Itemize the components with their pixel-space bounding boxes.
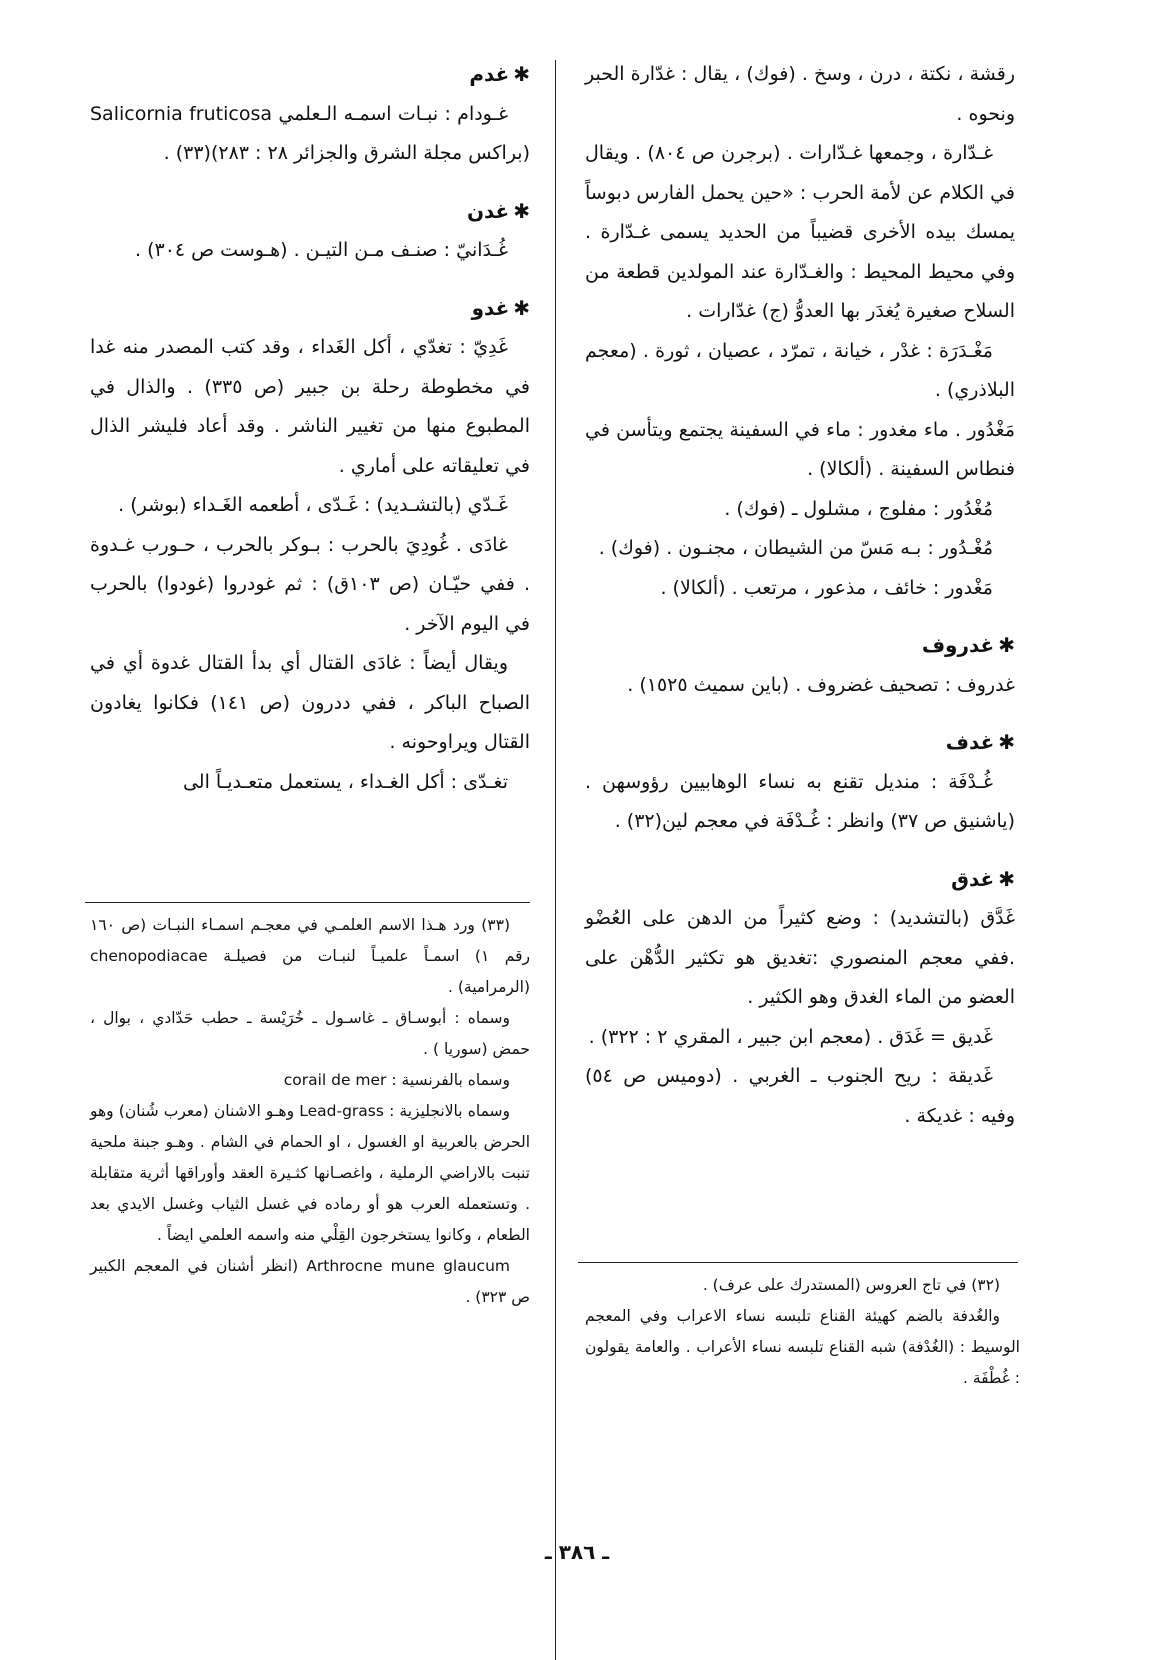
section-heading: ✱غدروف xyxy=(921,633,1015,657)
footnote-paragraph: Arthrocne mune glaucum (انظر أشنان في المعجم الكبير ص ٣٢٣) . xyxy=(90,1257,530,1306)
asterisk-icon: ✱ xyxy=(998,730,1015,754)
section-paragraph: غـودام : نبـات اسمـه الـعلمي Salicornia fruticosa (براكس مجلة الشرق والجزائر ٢٨ : ٢٨٣)(٣٣) . xyxy=(90,102,530,164)
footnote-33 xyxy=(90,910,530,1313)
section-paragraph: غَدَّق (بالتشديد) : وضع كثيراً من الدهن على العُضْو .ففي معجم المنصوري :تغديق هو تكثير الدُّهْن على العضو من الماء الغدق وهو الكثير . xyxy=(585,907,1015,1008)
left-column xyxy=(90,55,530,802)
section-paragraph: غَـدّي (بالتشـديد) : غَـدّى ، أطعمه الغَـداء (بوشر) . xyxy=(118,494,508,516)
asterisk-icon: ✱ xyxy=(513,198,530,223)
entry-paragraph: مَغْـدَرَة : غدْر ، خيانة ، تمرّد ، عصيان ، ثورة . (معجم البلاذري) . xyxy=(585,339,1015,401)
section-heading: ✱غدف xyxy=(945,730,1015,754)
section-paragraph: غَدِيّ : تغدّي ، أكل الغَداء ، وقد كتب المصدر منه غدا في مخطوطة رحلة بن جبير (ص ٣٣٥) . والذال في المطبوع منها من تغيير الناشر . وقد أعاد فليشر الذال في تعليقاته على أماري . xyxy=(90,336,530,477)
footnote-paragraph: وسماه : أبوسـاق ـ غاسـول ـ خُرَيْسة ـ حطب حَدّادي ، بوال ، حمض (سوريا ) . xyxy=(90,1009,530,1058)
section-heading: ✱غدم xyxy=(469,62,530,86)
section-paragraph: غَديقة : ريح الجنوب ـ الغربي . (دوميس ص ٥٤) وفيه : غديكة . xyxy=(585,1065,1015,1127)
column-divider xyxy=(555,60,556,1660)
asterisk-icon: ✱ xyxy=(513,62,530,86)
footnote-paragraph: وسماه بالفرنسية : corail de mer xyxy=(283,1071,510,1089)
section-heading: ✱غدو xyxy=(471,295,530,320)
section-paragraph: غُـدَانيّ : صنـف مـن التيـن . (هـوست ص ٣٠٤) . xyxy=(135,239,508,261)
entry-paragraph: مَغْدُور . ماء مغدور : ماء في السفينة يجتمع ويتأسن في فنطاس السفينة . (ألكالا) . xyxy=(585,418,1015,480)
footnote-32 xyxy=(585,1270,1020,1394)
section-paragraph: غادَى . غُودِيَ بالحرب : بـوكر بالحرب ، حـورب غـدوة . ففي حيّـان (ص ١٠٣ق) : ثم غودروا (غودوا) بالحرب في اليوم الآخر . xyxy=(90,533,530,635)
footnote-paragraph: (٣٢) في تاج العروس (المستدرك على عرف) . xyxy=(702,1276,1000,1294)
section-heading: ✱غدق xyxy=(951,866,1015,891)
entry-paragraph: مُغْـدُور : بـه مَسّ من الشيطان ، مجنـون . (فوك) . xyxy=(598,537,993,559)
section-paragraph: غَديق = غَدَق . (معجم ابن جبير ، المقري ٢ : ٣٢٢) . xyxy=(588,1025,993,1048)
entry-paragraph: غـدّارة ، وجمعها غـدّارات . (برجرن ص ٨٠٤) . ويقال في الكلام عن لأمة الحرب : «حين يحمل الفارس دبوساً يمسك بيده الأخرى قضيباً من الحديد يسمى غـدّارة . وفي محيط المحيط : والغـدّارة عند المولدين قطعة من السلاح صغيرة يُغدَر بها العدوُّ (ج) غدّارات . xyxy=(585,142,1015,322)
asterisk-icon: ✱ xyxy=(998,633,1015,657)
footnote-paragraph: (٣٣) ورد هـذا الاسم العلمـي في معجـم اسمـاء النبـات (ص ١٦٠ رقم ١) اسمـاً علميـاً لنبـات من فصيلـة chenopodiacae (الرمرامية) . xyxy=(90,916,530,996)
section-paragraph: تغـدّى : أكل الغـداء ، يستعمل متعـديـاً الى xyxy=(182,770,508,793)
entry-paragraph: مَغْدور : خائف ، مذعور ، مرتعب . (ألكالا) . xyxy=(660,576,993,599)
asterisk-icon: ✱ xyxy=(513,295,530,320)
section-paragraph: ويقال أيضاً : غادَى القتال أي بدأ القتال غدوة أي في الصباح الباكر ، ففي ددرون (ص ١٤١) فكانوا يغادون القتال ويراوحونه . xyxy=(90,652,530,753)
page-number: ـ ٣٨٦ ـ xyxy=(544,1540,610,1564)
footnote-paragraph: وسماه بالانجليزية : Lead-grass وهـو الاشنان (معرب شُنان) وهو الحرض بالعربية او الغسول ، او الحمام في الشام . وهـو جبنة ملحية تنبت بالاراضي الرملية ، واغصـانها كثـيرة العقد وأوراقها أثرية متقابلة . وتستعمله العرب هو أو رماده في غسل الثياب وغسل الايدي بعد الطعام ، وكانوا يستخرجون القِلْي منه واسمه العلمي ايضاً . xyxy=(90,1102,530,1244)
footnote-rule xyxy=(578,1262,1018,1263)
section-paragraph: غدروف : تصحيف غضروف . (باين سميث ١٥٢٥) . xyxy=(627,673,1015,696)
section-heading: ✱غدن xyxy=(466,198,530,223)
entry-intro-line: رقشة ، نكتة ، درن ، وسخ . (فوك) ، يقال : غدّارة الحبر ونحوه . xyxy=(585,63,1015,125)
asterisk-icon: ✱ xyxy=(998,866,1015,891)
footnote-paragraph: والغُدفة بالضم كهيئة القناع تلبسه نساء الاعراب وفي المعجم الوسيط : (الغُدْفة) شبه القناع تلبسه نساء الأعراب . والعامة يقولون : غُطْفَة . xyxy=(585,1307,1020,1387)
section-paragraph: غُـدْفَة : منديل تقنع به نساء الوهابيين رؤوسهن . (ياشنيق ص ٣٧) وانظر : غُـدْفَة في معجم لين(٣٢) . xyxy=(585,770,1015,832)
footnote-rule xyxy=(85,902,530,903)
right-column xyxy=(585,55,1015,1136)
entry-paragraph: مُغْدُور : مفلوج ، مشلول ـ (فوك) . xyxy=(724,497,993,520)
